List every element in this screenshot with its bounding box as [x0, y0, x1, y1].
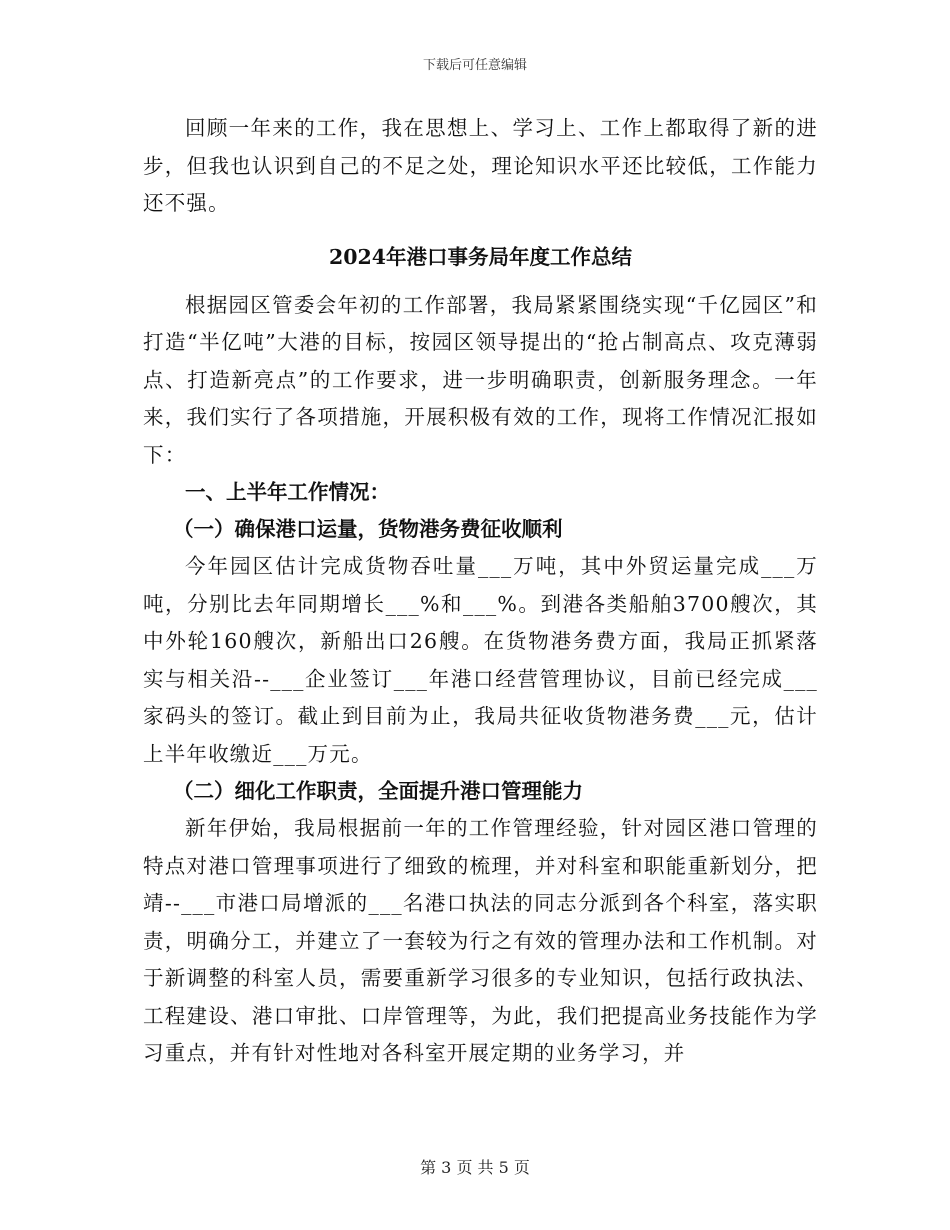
management-paragraph: 新年伊始，我局根据前一年的工作管理经验，针对园区港口管理的特点对港口管理事项进行了细致的梳理，并对科室和职能重新划分，把靖--___市港口局增派的___名港口执法的同志分派到各个科室，落实职责，明确分工，并建立了一套较为行之有效的管理办法和工作机制。对于新调整的科室人员，需要重新学习很多的专业知识，包括行政执法、工程建设、港口审批、口岸管理等，为此，我们把提高业务技能作为学习重点，并有针对性地对各科室开展定期的业务学习，并	[143, 816, 818, 1065]
subsection-heading-1: （一）确保港口运量，货物港务费征收顺利	[173, 517, 563, 541]
document-title: 2024年港口事务局年度工作总结	[328, 244, 633, 269]
document-body	[143, 110, 818, 1073]
section-heading-1: 一、上半年工作情况：	[185, 480, 390, 504]
page-footer: 第 3 页 共 5 页	[420, 1158, 530, 1177]
intro-paragraph: 回顾一年来的工作，我在思想上、学习上、工作上都取得了新的进步，但我也认识到自己的不足之处，理论知识水平还比较低，工作能力还不强。	[143, 116, 818, 215]
subsection-heading-2: （二）细化工作职责，全面提升港口管理能力	[173, 779, 583, 803]
port-volume-paragraph: 今年园区估计完成货物吞吐量___万吨，其中外贸运量完成___万吨，分别比去年同期增长___%和___%。到港各类船舶3700艘次，其中外轮160艘次，新船出口26艘。在货物港务费方面，我局正抓紧落实与相关沿--___企业签订___年港口经营管理协议，目前已经完成___家码头的签订。截止到目前为止，我局共征收货物港务费___元，估计上半年收缴近___万元。	[143, 554, 818, 766]
page-header: 下载后可任意编辑	[422, 58, 527, 73]
overview-paragraph: 根据园区管委会年初的工作部署，我局紧紧围绕实现“千亿园区”和打造“半亿吨”大港的目标，按园区领导提出的“抢占制高点、攻克薄弱点、打造新亮点”的工作要求，进一步明确职责，创新服务理念。一年来，我们实行了各项措施，开展积极有效的工作，现将工作情况汇报如下：	[143, 292, 818, 467]
